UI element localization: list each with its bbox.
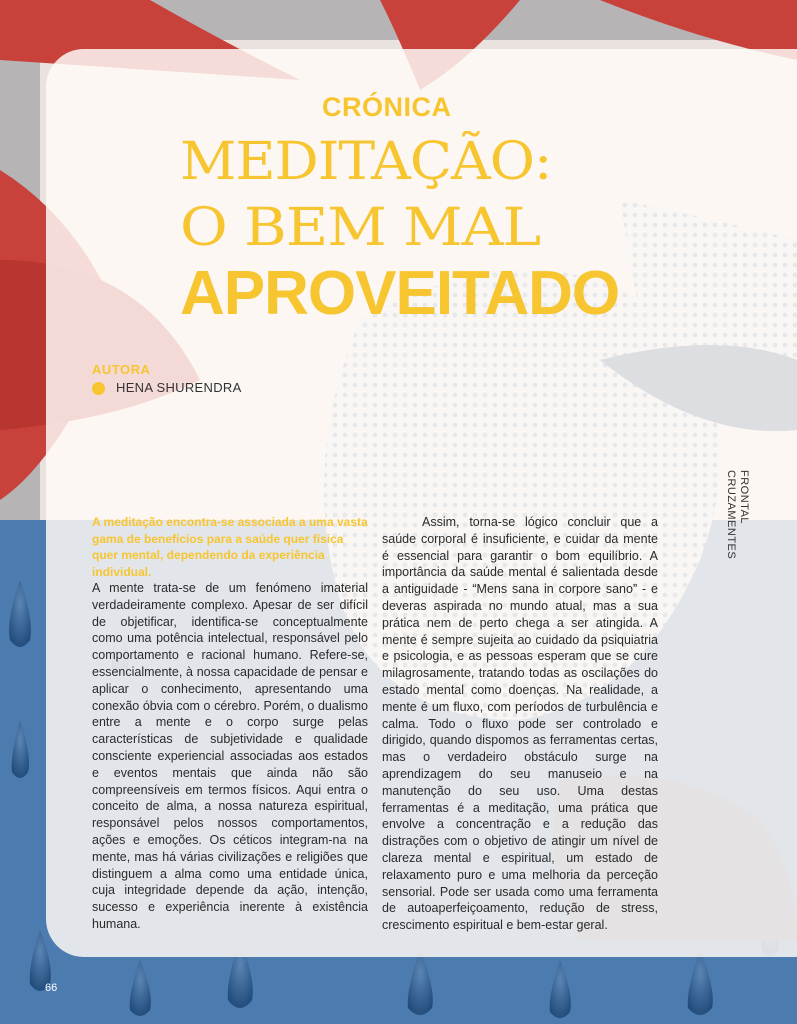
section-label: CRÓNICA	[322, 92, 452, 122]
author-bullet-icon	[92, 382, 105, 395]
author-heading: AUTORA	[92, 362, 151, 377]
author-name: HENA SHURENDRA	[116, 380, 242, 395]
article-title-line-3: APROVEITADO	[180, 259, 620, 328]
article-column-left	[92, 514, 368, 933]
side-label-line-2: CRUZAMENTES	[725, 470, 737, 560]
page-number: 66	[45, 982, 58, 994]
side-section-label	[724, 470, 750, 560]
side-label-line-1: FRONTAL	[738, 470, 750, 525]
article-paragraph: A mente trata-se de um fenómeno imaterial verdadeiramente complexo. Apesar de ser difícil de objetificar, identifica-se conceptualmente como uma potência intelectual, responsável pelo comportamento e racional humano. Refere-se, essencialmente, à nossa capacidade de pensar e aplicar o conhecimento, apresentando uma conexão óbvia com o cérebro. Porém, o dualismo entre a mente e o corpo surge pelas características de subjetividade e qualidade consciente experiencial associadas aos estados e eventos mentais que ainda não são compreensíveis em termos físicos. Aqui entra o conceito de alma, a nossa natureza espiritual, responsável pelos nossos comportamentos, ações e emoções. Os céticos integram-na na mente, mas há várias civilizações e religiões que distinguem a alma como uma entidade única, cuja integridade depende da ação, intenção, sucesso e experiência inerente à existência humana.	[92, 581, 368, 931]
article-title-line-2: O BEM MAL	[180, 198, 541, 258]
article-title-line-1: MEDITAÇÃO:	[180, 132, 552, 192]
article-column-right	[382, 514, 658, 934]
article-paragraph: Assim, torna-se lógico concluir que a saúde corporal é insuficiente, e cuidar da mente é essencial para garantir o bom equilíbrio. A importância da saúde mental é salientada desde a antiguidade - “Mens sana in corpore sano” - e deveras aspirada no mundo atual, mas a sua prática nem de perto chega a ser atingida. A mente é sempre sujeita ao cuidado da psiquiatria e psicologia, e as pessoas esperam que se cure milagrosamente, tratando todas as oscilações do estado mental como doenças. Na realidade, a mente é um fluxo, com períodos de turbulência e calma. Todo o fluxo pode ser controlado e dirigido, quando dispomos as ferramentas certas, mas o verdadeiro obstáculo surge na aprendizagem do seu manuseio e na manutenção do seu uso. Uma destas ferramentas é a meditação, uma prática que envolve a concentração e a redução das distrações com o objetivo de atingir um nível de clareza mental e espiritual, um estado de relaxamento puro e uma melhoria da perceção sensorial. Pode ser usada como uma ferramenta de autoaperfeiçoamento, redução de stress, crescimento espiritual e bem-estar geral.	[382, 515, 658, 933]
article-lead: A meditação encontra-se associada a uma vasta gama de benefícios para a saúde quer física quer mental, dependendo da experiência individual.	[92, 515, 368, 579]
